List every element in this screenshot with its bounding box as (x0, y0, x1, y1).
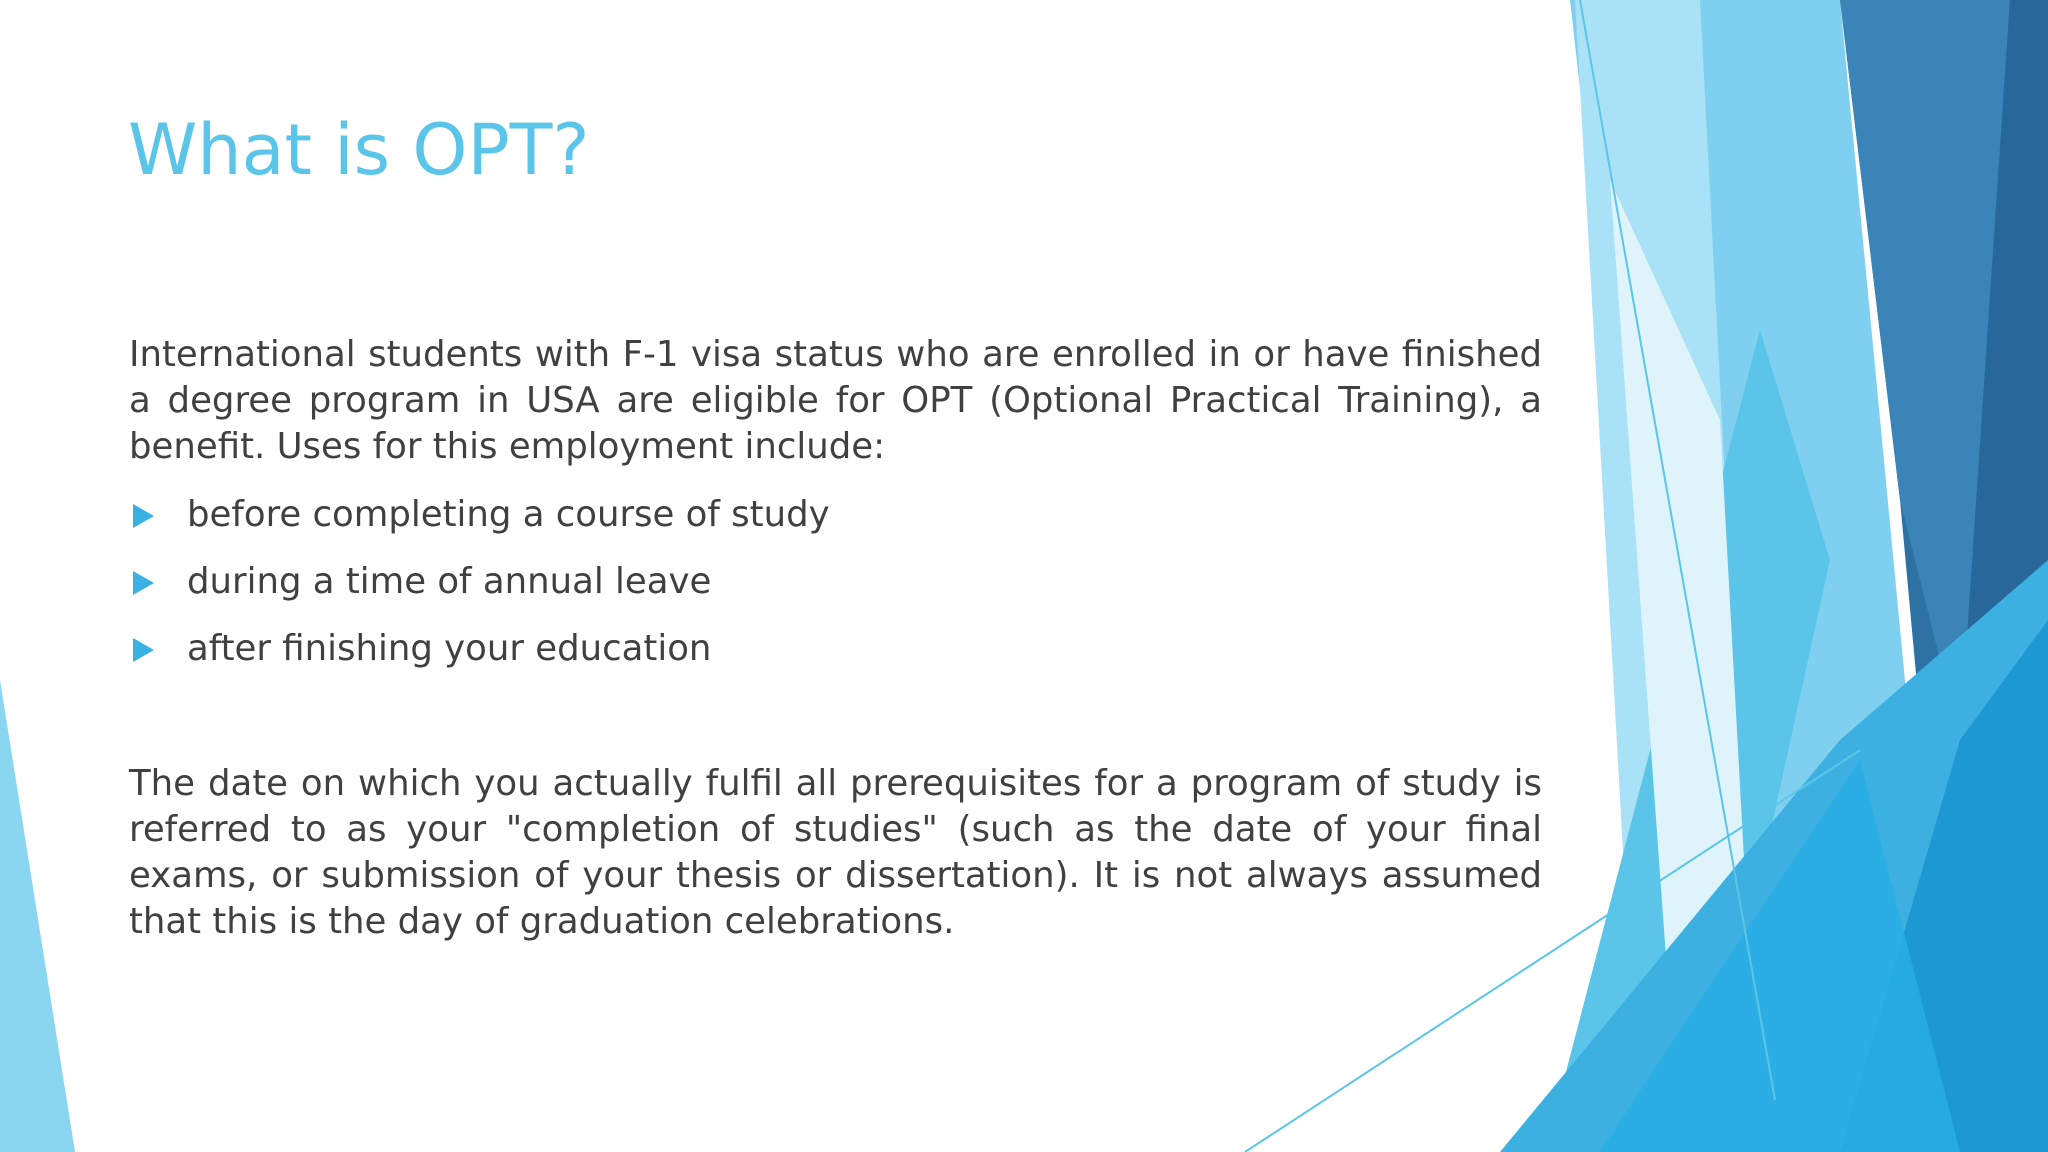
list-item (129, 492, 1542, 538)
intro-paragraph: International students with F-1 visa status who are enrolled in or have finished a degree program in USA are eligible for OPT (Optional Practical Training), a benefit. Uses for this employment include: (129, 334, 1542, 467)
closing-paragraph: The date on which you actually fulfil all prerequisites for a program of study is referred to as your "completion of studies" (such as the date of your final exams, or submission of your thesis or dissertation). It is not always assumed that this is the day of graduation celebrations. (129, 763, 1542, 942)
bullet-list (129, 492, 1542, 672)
triangle-bullet-icon (133, 571, 154, 595)
triangle-bullet-icon (133, 638, 154, 662)
triangle-bullet-icon (133, 504, 154, 528)
bullet-text: during a time of annual leave (187, 561, 712, 602)
slide-title: What is OPT? (128, 109, 590, 191)
bullet-text: after finishing your education (187, 628, 712, 669)
left-accent-shape (0, 680, 75, 1152)
list-item (129, 626, 1542, 672)
list-item (129, 559, 1542, 605)
slide-body (129, 332, 1542, 945)
bullet-text: before completing a course of study (187, 494, 830, 535)
